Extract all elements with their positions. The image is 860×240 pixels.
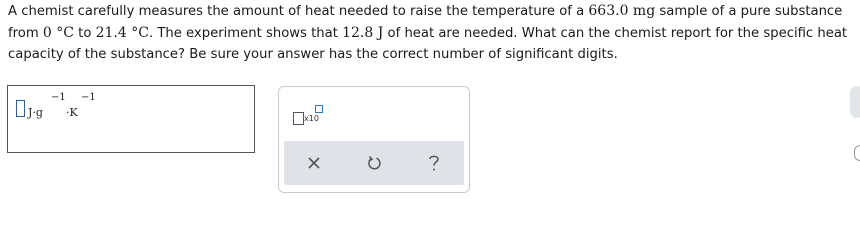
temp-end: 21.4 °C — [95, 24, 149, 41]
x10-label: x10 — [304, 114, 319, 123]
undo-button[interactable] — [364, 153, 384, 173]
question-part: A chemist carefully measures the amount of heat needed to raise the temperature of a — [8, 4, 589, 19]
question-part: of heat are needed. What can the chemist report for the specific heat capacity of the substance? Be sure your answer has the correct number of significant digits. — [8, 25, 848, 62]
close-icon — [308, 157, 320, 169]
heat-value: 12.8 J — [342, 24, 384, 41]
exponent-box-icon — [315, 105, 323, 113]
question-part: to — [73, 25, 96, 41]
unit-j-g: J·g — [28, 106, 43, 119]
answer-input[interactable] — [16, 100, 25, 117]
unit-k: ·K — [66, 106, 78, 119]
unit-g-exponent: −1 — [51, 92, 66, 103]
answer-area — [7, 85, 255, 153]
side-tab[interactable] — [850, 86, 860, 118]
side-handle[interactable] — [854, 145, 860, 161]
temp-start: 0 °C — [42, 24, 74, 41]
mass-value: 663.0 mg — [588, 3, 656, 19]
help-button[interactable] — [424, 153, 444, 173]
question-part: . The experiment shows that — [148, 25, 343, 41]
mantissa-box-icon — [293, 112, 304, 125]
clear-button[interactable] — [304, 153, 324, 173]
math-tool-panel — [278, 86, 470, 193]
undo-icon — [367, 155, 381, 171]
scientific-notation-button[interactable] — [293, 105, 321, 127]
question-text — [8, 1, 858, 66]
question-part: sample of a pure substance from — [8, 4, 843, 41]
action-bar — [284, 141, 464, 185]
help-icon — [428, 154, 440, 172]
unit-k-exponent: −1 — [81, 92, 96, 103]
